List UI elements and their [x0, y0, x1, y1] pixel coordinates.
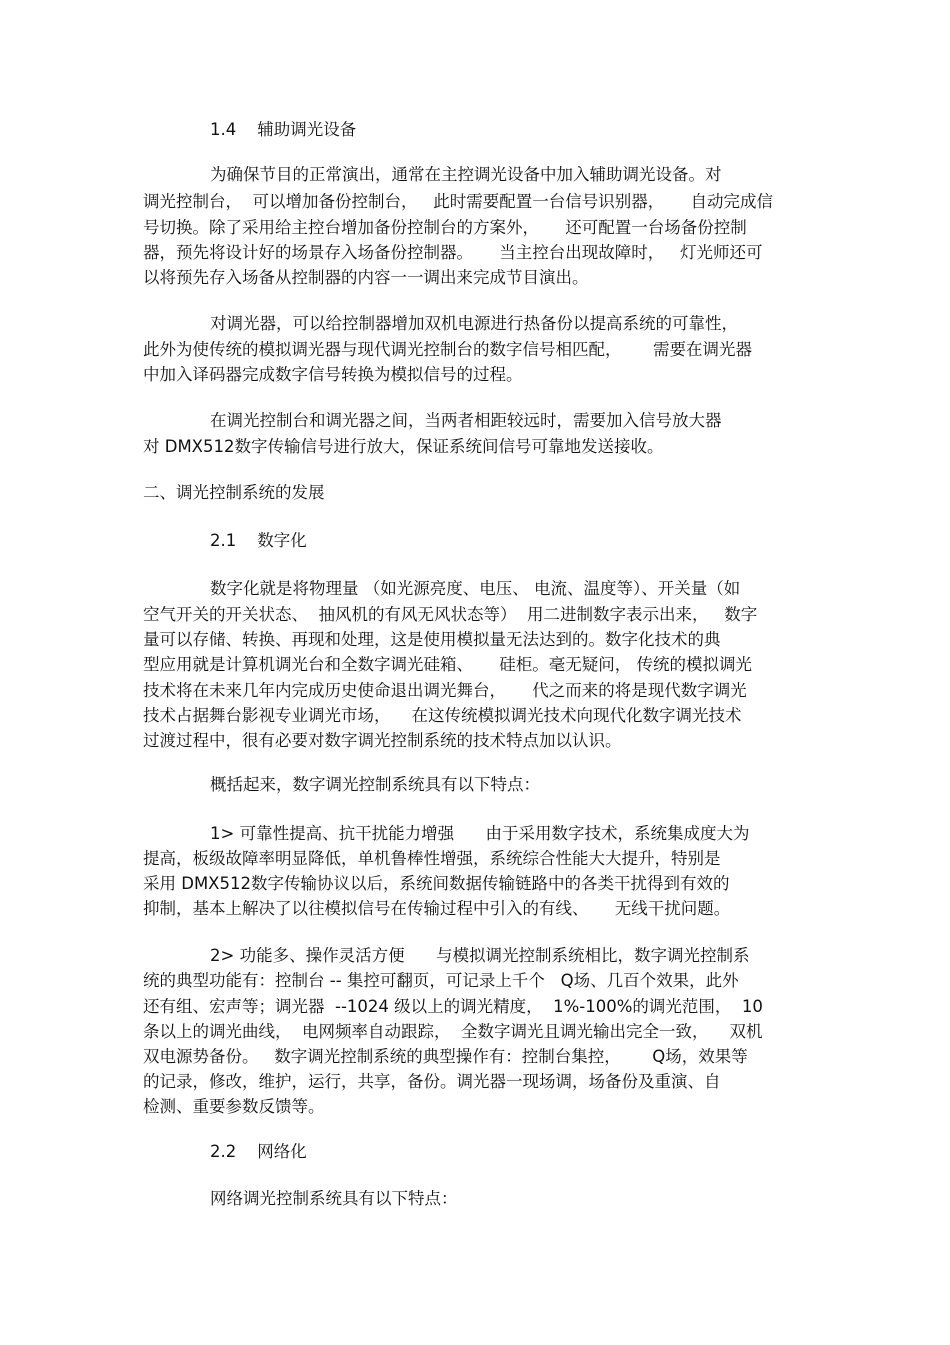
paragraph-line: 器，预先将设计好的场景存入场备份控制器。 当主控台出现故障时， 灯光师还可 — [143, 243, 763, 262]
paragraph-line: 对调光器，可以给控制器增加双机电源进行热备份以提高系统的可靠性， — [210, 314, 738, 333]
paragraph-line: 量可以存储、转换、再现和处理，这是使用模拟量无法达到的。数字化技术的典 — [143, 630, 721, 649]
paragraph-line: 的记录，修改，维护，运行，共享，备份。调光器一现场调，场备份及重演、自 — [143, 1072, 721, 1091]
paragraph-line: 为确保节目的正常演出，通常在主控调光设备中加入辅助调光设备。对 — [210, 165, 722, 184]
paragraph-line: 数字化就是将物理量 （如光源亮度、电压、 电流、温度等）、开关量（如 — [210, 579, 741, 598]
paragraph-line: 检测、重要参数反馈等。 — [143, 1097, 325, 1116]
paragraph-line: 此外为使传统的模拟调光器与现代调光控制台的数字信号相匹配， 需要在调光器 — [143, 340, 752, 359]
paragraph-line: 统的典型功能有：控制台 -- 集控可翻页，可记录上千个 Q场、几百个效果，此外 — [143, 971, 739, 990]
paragraph-line: 采用 DMX512数字传输协议以后，系统间数据传输链路中的各类干扰得到有效的 — [143, 874, 730, 893]
paragraph-line: 技术占据舞台影视专业调光市场， 在这传统模拟调光技术向现代化数字调光技术 — [143, 706, 742, 725]
paragraph-line: 对 DMX512数字传输信号进行放大，保证系统间信号可靠地发送接收。 — [143, 437, 664, 456]
paragraph-line: 空气开关的开关状态、 抽风机的有风无风状态等） 用二进制数字表示出来， 数字 — [143, 605, 758, 624]
paragraph-line: 在调光控制台和调光器之间，当两者相距较远时，需要加入信号放大器 — [210, 411, 722, 430]
paragraph-line: 抑制，基本上解决了以往模拟信号在传输过程中引入的有线、 无线干扰问题。 — [143, 899, 731, 918]
section-heading-1-4: 1.4 辅助调光设备 — [210, 120, 357, 139]
paragraph-line: 调光控制台， 可以增加备份控制台， 此时需要配置一台信号识别器， 自动完成信 — [143, 192, 773, 211]
paragraph-line: 过渡过程中，很有必要对数字调光控制系统的技术特点加以认识。 — [143, 731, 622, 750]
paragraph-line: 2> 功能多、操作灵活方便 与模拟调光控制系统相比，数字调光控制系 — [210, 946, 750, 965]
section-heading-2-1: 2.1 数字化 — [210, 531, 307, 550]
paragraph-line: 号切换。除了采用给主控台增加备份控制台的方案外， 还可配置一台场备份控制 — [143, 218, 747, 237]
paragraph-line: 型应用就是计算机调光台和全数字调光硅箱、 硅柜。毫无疑问， 传统的模拟调光 — [143, 655, 752, 674]
paragraph-line: 网络调光控制系统具有以下特点： — [210, 1189, 458, 1208]
paragraph-line: 概括起来，数字调光控制系统具有以下特点： — [210, 775, 540, 794]
paragraph-line: 以将预先存入场备从控制器的内容一一调出来完成节目演出。 — [143, 268, 589, 287]
paragraph-line: 双电源势备份。 数字调光控制系统的典型操作有：控制台集控， Q场，效果等 — [143, 1047, 748, 1066]
section-heading-2-2: 2.2 网络化 — [210, 1142, 307, 1161]
paragraph-line: 条以上的调光曲线， 电网频率自动跟踪， 全数字调光且调光输出完全一致， 双机 — [143, 1022, 763, 1041]
paragraph-line: 技术将在未来几年内完成历史使命退出调光舞台， 代之而来的将是现代数字调光 — [143, 681, 747, 700]
paragraph-line: 1> 可靠性提高、抗干扰能力增强 由于采用数字技术，系统集成度大为 — [210, 824, 750, 843]
paragraph-line: 中加入译码器完成数字信号转换为模拟信号的过程。 — [143, 365, 523, 384]
chapter-heading-2: 二、调光控制系统的发展 — [143, 483, 325, 502]
paragraph-line: 还有组、宏声等；调光器 --1024 级以上的调光精度， 1%-100%的调光范围， 10 — [143, 997, 763, 1016]
paragraph-line: 提高，板级故障率明显降低，单机鲁棒性增强，系统综合性能大大提升，特别是 — [143, 849, 721, 868]
